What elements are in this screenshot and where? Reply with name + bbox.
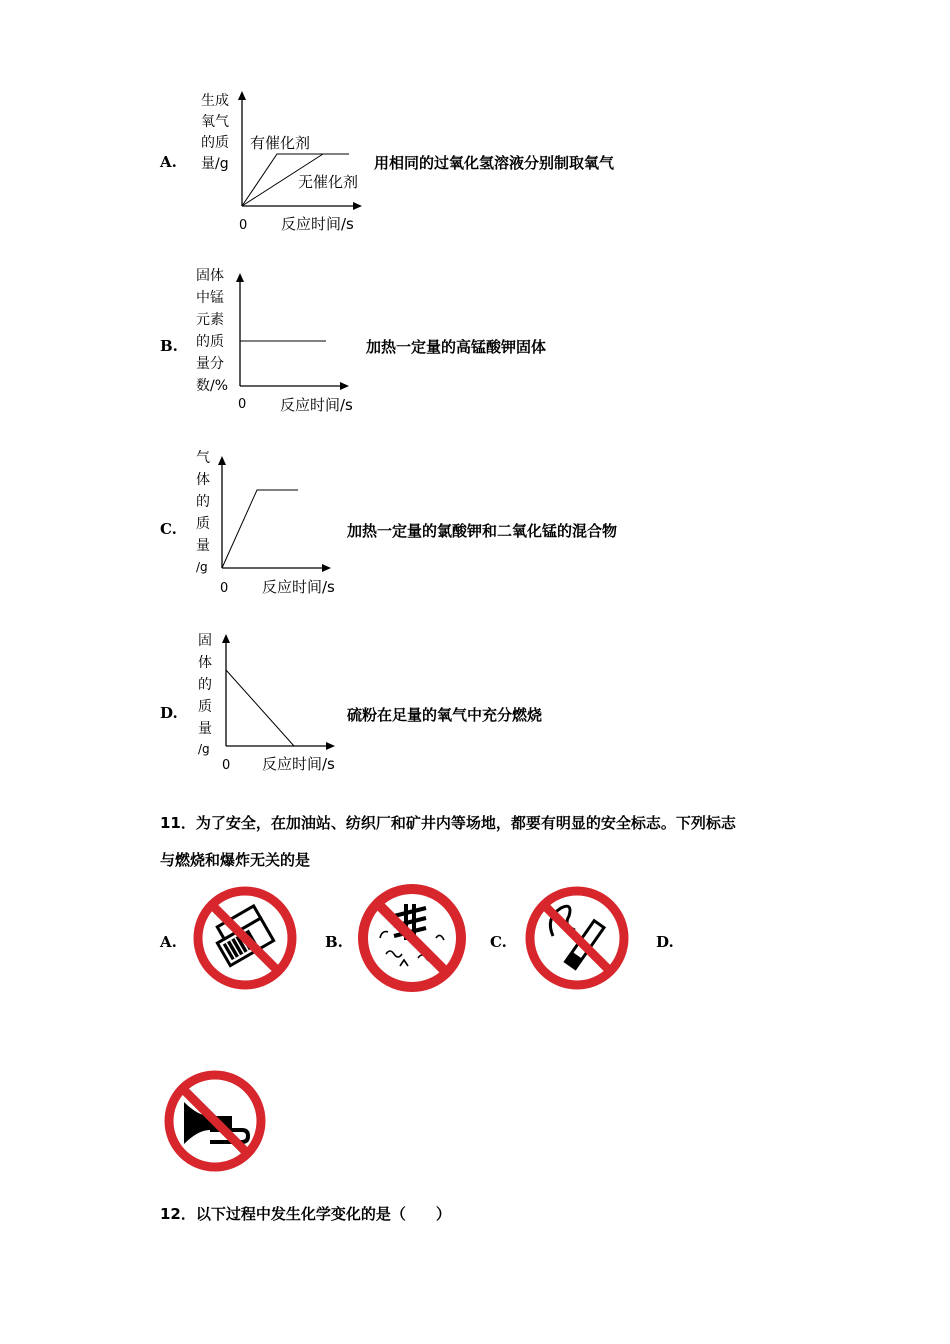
graph-a-x-label: 反应时间/s <box>281 215 354 233</box>
graph-a <box>195 88 375 238</box>
graph-c-curve <box>222 490 298 568</box>
graph-c <box>192 446 352 602</box>
graph-a-y-label-line: 氧气 <box>201 114 229 130</box>
graph-d-y-label-line: 质 <box>198 699 212 715</box>
graph-b-x-arrow <box>340 382 349 390</box>
graph-b-y-label-line: 中锰 <box>196 290 224 306</box>
graph-d-x-arrow <box>326 742 335 750</box>
graph-a-x-arrow <box>353 202 362 210</box>
graph-a-y-arrow <box>238 91 246 100</box>
question-11-line-2: 与燃烧和爆炸无关的是 <box>160 851 311 869</box>
no-matches-icon[interactable] <box>192 885 298 991</box>
option-a-letter[interactable]: A. <box>160 153 177 171</box>
q11-option-a-letter[interactable]: A. <box>160 933 177 951</box>
graph-a-curve-label-catalyst: 有催化剂 <box>250 134 311 152</box>
option-d-letter[interactable]: D. <box>160 704 178 722</box>
graph-b-y-label-line: 固体 <box>196 268 224 284</box>
graph-d-y-label <box>198 633 212 756</box>
graph-c-x-arrow <box>322 564 331 572</box>
no-smoking-icon[interactable] <box>523 884 631 992</box>
graph-c-origin: 0 <box>220 581 229 596</box>
no-horn-icon[interactable] <box>162 1068 268 1174</box>
graph-c-y-label-line: 气 <box>196 450 210 466</box>
graph-b-y-label-line: 元素 <box>196 312 224 328</box>
option-c-letter[interactable]: C. <box>160 520 177 538</box>
graph-d-y-label-line: 的 <box>198 677 212 693</box>
graph-a-origin: 0 <box>239 218 248 233</box>
graph-d <box>192 628 352 778</box>
graph-c-y-label-line: 体 <box>196 472 210 488</box>
graph-c-y-label <box>196 450 210 574</box>
graph-d-origin: 0 <box>222 758 231 773</box>
graph-b-y-label-line: 数/% <box>196 378 229 394</box>
graph-c-y-label-line: 质 <box>196 516 210 532</box>
option-b-letter[interactable]: B. <box>160 337 178 355</box>
question-12-text: 12．以下过程中发生化学变化的是（ ） <box>160 1205 451 1223</box>
graph-b-y-label-line: 量分 <box>196 356 224 372</box>
graph-b-x-label: 反应时间/s <box>280 396 353 414</box>
no-fireworks-icon[interactable] <box>356 882 468 994</box>
option-a-description: 用相同的过氧化氢溶液分别制取氧气 <box>374 154 615 172</box>
graph-d-curve <box>226 670 294 746</box>
q11-option-c-letter[interactable]: C. <box>490 933 507 951</box>
graph-c-y-label-line: /g <box>196 560 208 574</box>
graph-b-y-label-line: 的质 <box>196 334 224 350</box>
graph-c-y-label-line: 的 <box>196 494 210 510</box>
graph-c-x-label: 反应时间/s <box>262 578 335 596</box>
q11-option-b-letter[interactable]: B. <box>325 933 343 951</box>
graph-b-origin: 0 <box>238 397 247 412</box>
graph-b-y-arrow <box>236 273 244 282</box>
graph-d-y-arrow <box>222 634 230 643</box>
question-11-line-1: 11．为了安全，在加油站、纺织厂和矿井内等场地，都要有明显的安全标志。下列标志 <box>160 814 736 832</box>
graph-a-y-label-line: 的质 <box>201 135 229 151</box>
graph-b <box>192 262 362 420</box>
graph-d-y-label-line: /g <box>198 742 210 756</box>
graph-d-y-label-line: 量 <box>198 721 212 737</box>
graph-c-y-label-line: 量 <box>196 538 210 554</box>
option-b-description: 加热一定量的高锰酸钾固体 <box>366 338 547 356</box>
q11-option-d-letter[interactable]: D. <box>656 933 674 951</box>
graph-a-y-label-line: 量/g <box>201 156 229 172</box>
graph-c-y-arrow <box>218 456 226 465</box>
graph-d-x-label: 反应时间/s <box>262 755 335 773</box>
option-c-description: 加热一定量的氯酸钾和二氧化锰的混合物 <box>347 522 618 540</box>
graph-b-y-label <box>196 267 228 394</box>
graph-d-y-label-line: 固 <box>198 633 212 649</box>
graph-a-curve-label-no-catalyst: 无催化剂 <box>298 173 359 191</box>
graph-a-y-label-line: 生成 <box>201 93 229 109</box>
graph-d-y-label-line: 体 <box>198 655 212 671</box>
option-d-description: 硫粉在足量的氧气中充分燃烧 <box>347 706 543 724</box>
graph-a-y-label <box>201 92 229 172</box>
